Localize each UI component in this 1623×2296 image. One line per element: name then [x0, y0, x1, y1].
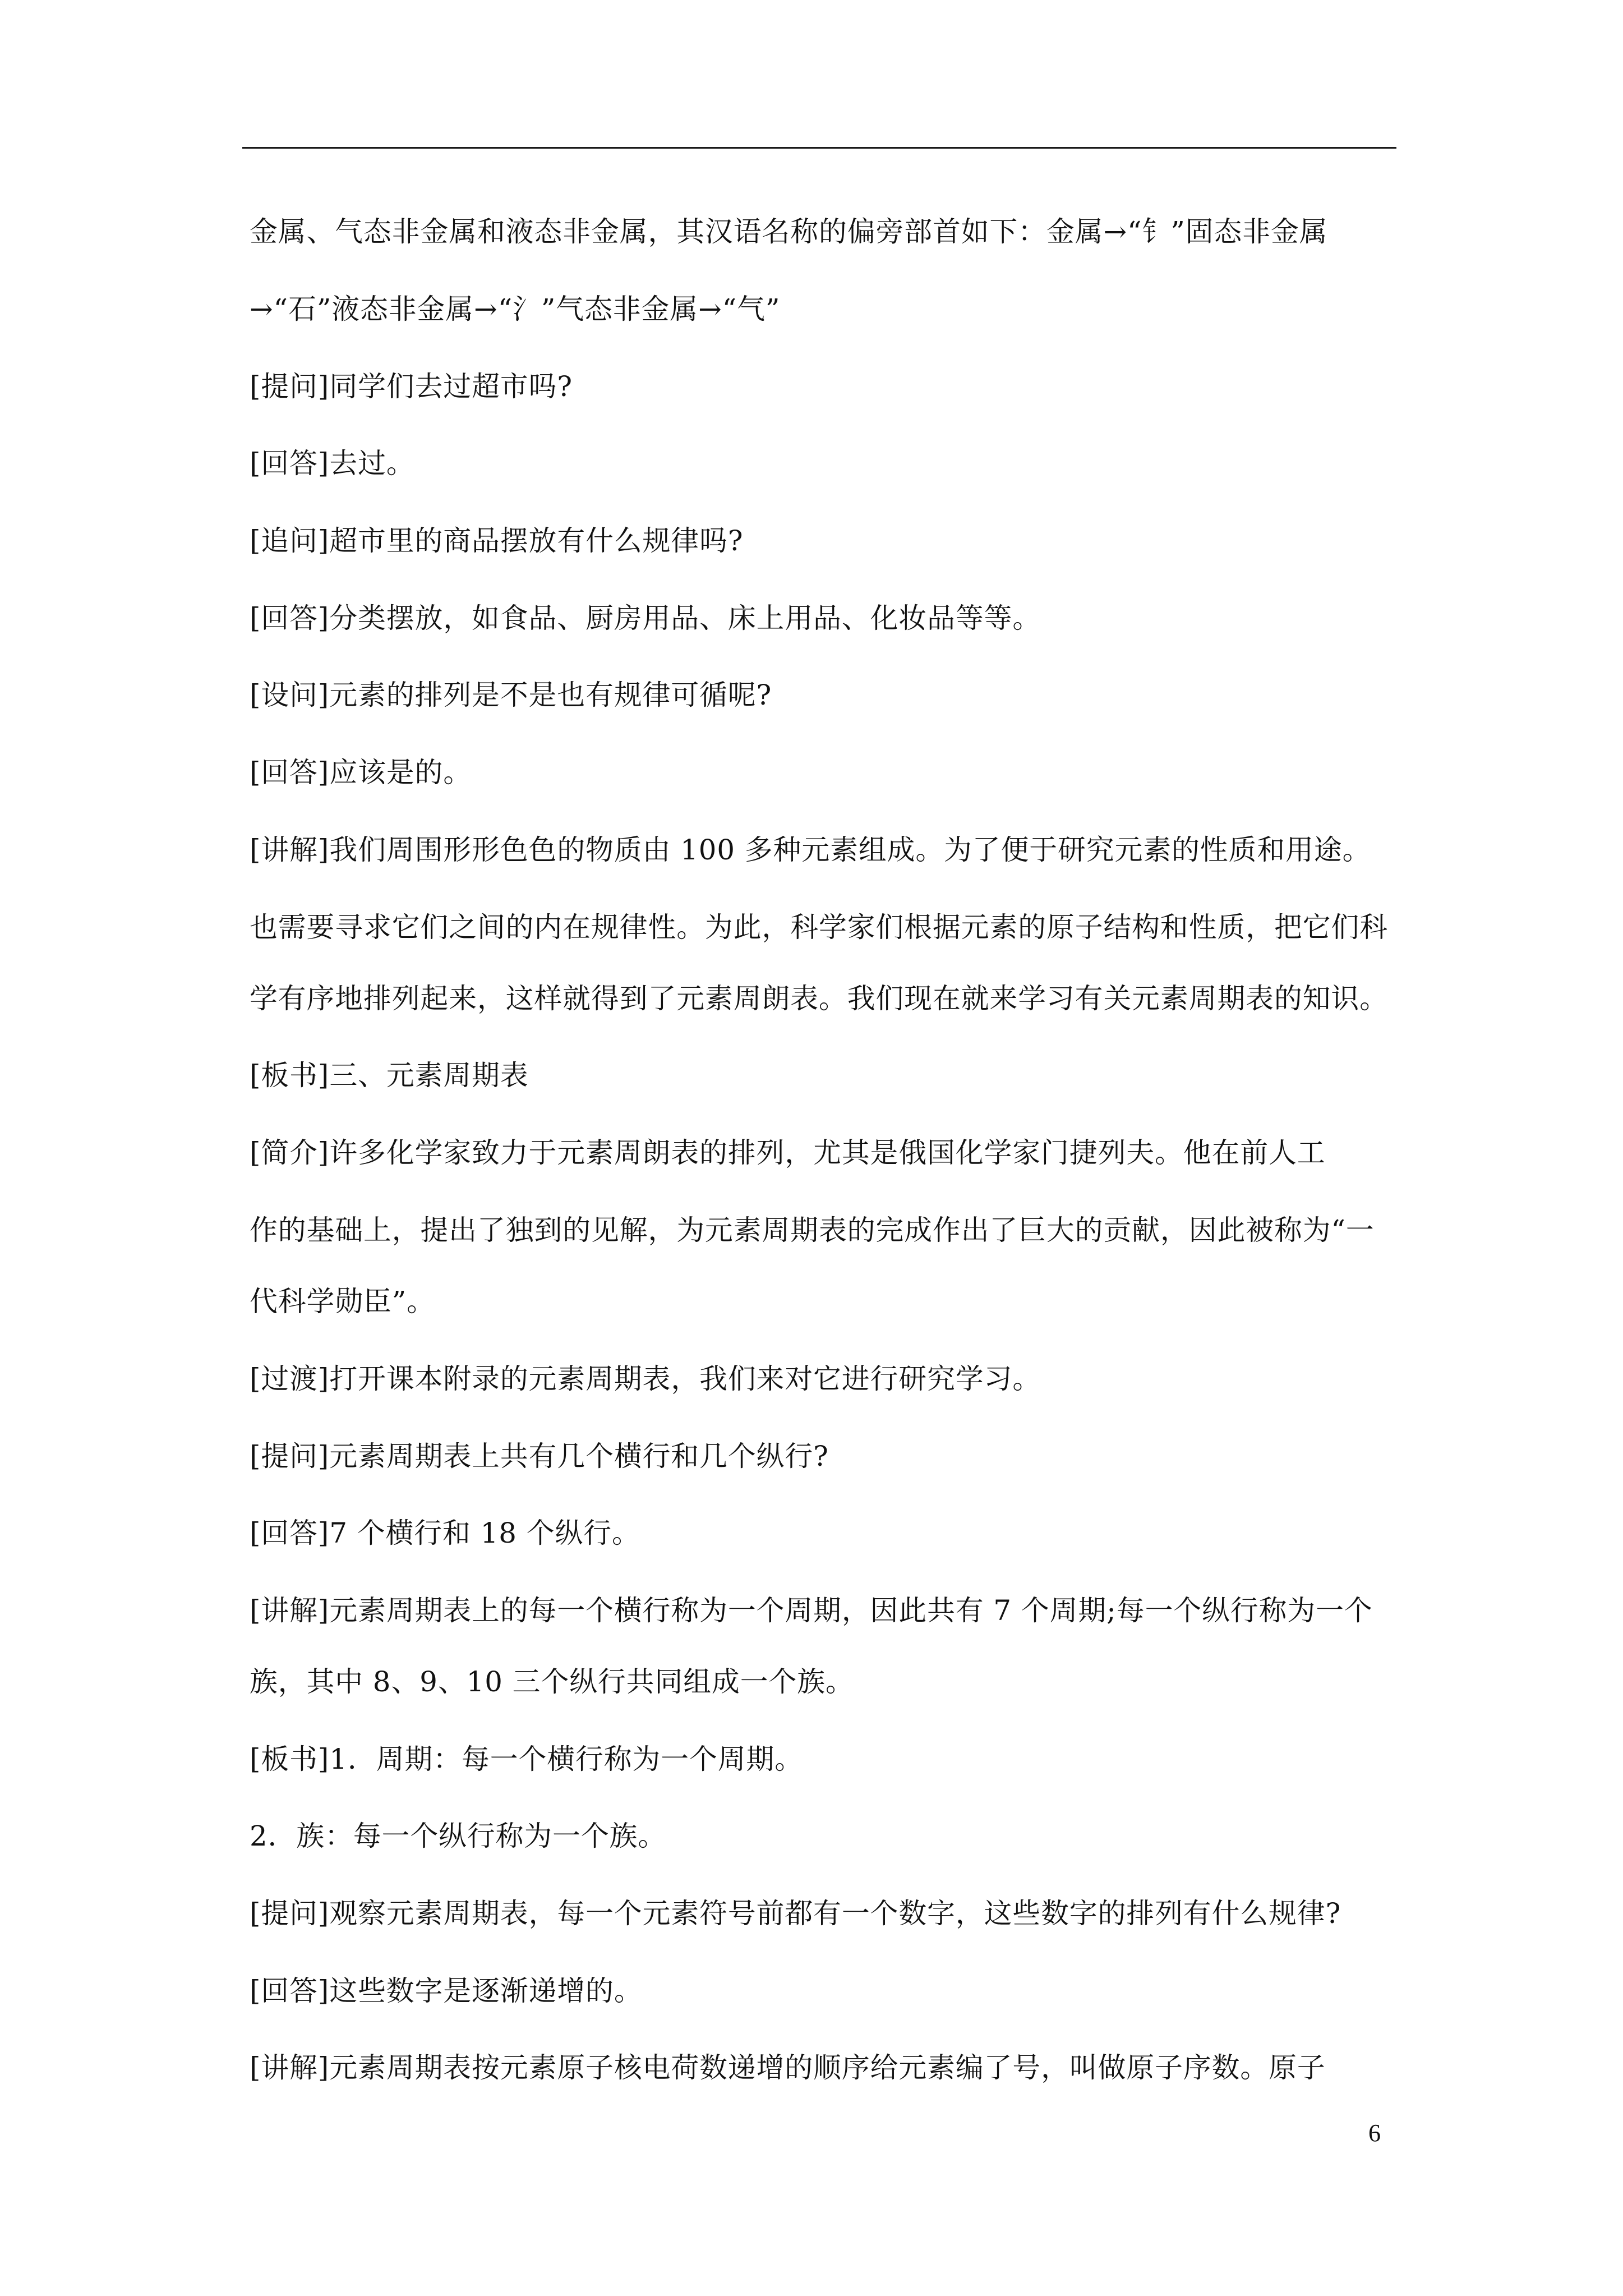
text-line: [回答]去过。	[250, 447, 415, 480]
text-line: [设问]元素的排列是不是也有规律可循呢?	[250, 679, 772, 711]
text-line: [简介]许多化学家致力于元素周朗表的排列，尤其是俄国化学家门捷列夫。他在前人工	[250, 1137, 1326, 1169]
text-line: 作的基础上，提出了独到的见解，为元素周期表的完成作出了巨大的贡献，因此被称为“一	[250, 1214, 1375, 1246]
text-line: [追问]超市里的商品摆放有什么规律吗?	[250, 524, 744, 557]
text-line: [回答]分类摆放，如食品、厨房用品、床上用品、化妆品等等。	[250, 602, 1041, 634]
text-line: [过渡]打开课本附录的元素周期表，我们来对它进行研究学习。	[250, 1363, 1041, 1395]
text-line: →“石”液态非金属→“氵”气态非金属→“气”	[250, 293, 781, 325]
text-line: [提问]元素周期表上共有几个横行和几个纵行?	[250, 1440, 829, 1473]
text-line: [提问]观察元素周期表，每一个元素符号前都有一个数字，这些数字的排列有什么规律?	[250, 1897, 1341, 1930]
text-line: [回答]应该是的。	[250, 756, 472, 789]
text-line: 代科学勋臣”。	[250, 1285, 435, 1318]
text-line: 金属、气态非金属和液态非金属，其汉语名称的偏旁部首如下：金属→“钅”固态非金属	[250, 215, 1328, 248]
text-line: [讲解]元素周期表按元素原子核电荷数递增的顺序给元素编了号，叫做原子序数。原子	[250, 2051, 1326, 2084]
text-line: [回答]7 个横行和 18 个纵行。	[250, 1517, 640, 1549]
text-line: [板书]1．周期：每一个横行称为一个周期。	[250, 1743, 803, 1775]
text-line: 族，其中 8、9、10 三个纵行共同组成一个族。	[250, 1665, 854, 1698]
text-line: 学有序地排列起来，这样就得到了元素周朗表。我们现在就来学习有关元素周期表的知识。	[250, 982, 1389, 1015]
header-rule	[242, 147, 1396, 149]
page-number: 6	[1368, 2119, 1381, 2147]
text-line: 也需要寻求它们之间的内在规律性。为此，科学家们根据元素的原子结构和性质，把它们科	[250, 911, 1389, 944]
text-line: [回答]这些数字是逐渐递增的。	[250, 1975, 643, 2007]
text-line: [板书]三、元素周期表	[250, 1059, 529, 1092]
text-line: 2．族：每一个纵行称为一个族。	[250, 1820, 667, 1852]
text-line: [讲解]元素周期表上的每一个横行称为一个周期，因此共有 7 个周期;每一个纵行称为一个	[250, 1594, 1373, 1627]
text-line: [提问]同学们去过超市吗?	[250, 370, 573, 403]
text-line: [讲解]我们周围形形色色的物质由 100 多种元素组成。为了便于研究元素的性质和用途。	[250, 834, 1371, 866]
